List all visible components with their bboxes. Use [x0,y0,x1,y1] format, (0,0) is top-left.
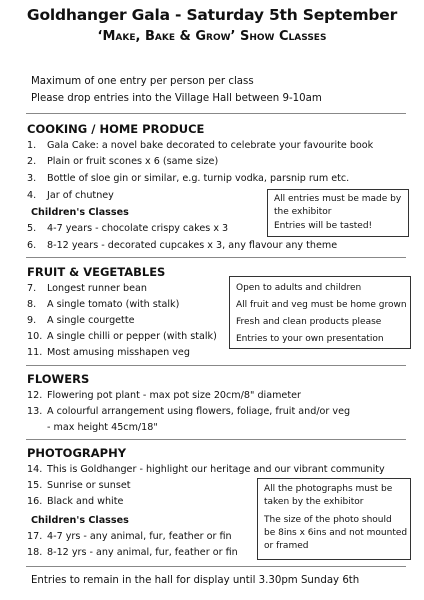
divider [26,365,406,366]
divider [26,257,406,258]
divider [26,439,406,440]
note-line: taken by the exhibitor [264,497,364,507]
list-item: 16. Black and white [27,496,124,507]
note-line: Entries to your own presentation [236,334,384,344]
page-title: Goldhanger Gala - Saturday 5th September [26,6,398,24]
note-line: Fresh and clean products please [236,317,382,327]
list-item: 18. 8-12 yrs - any animal, fur, feather or fin [27,547,238,558]
note-line: All entries must be made by [274,194,402,204]
list-item: 17. 4-7 yrs - any animal, fur, feather or fin [27,531,232,542]
note-line: the exhibitor [274,207,332,217]
page-subtitle: ‘Make, Bake & Grow’ Show Classes [97,29,327,44]
subheading-children-classes: Children's Classes [31,515,129,526]
list-item: 14. This is Goldhanger - highlight our heritage and our vibrant community [27,464,385,475]
note-box-photography [257,478,411,560]
section-heading-photography: PHOTOGRAPHY [27,446,127,460]
footer-note: Entries to remain in the hall for display until 3.30pm Sunday 6th [31,575,360,586]
note-line: or framed [264,541,309,551]
list-item: 6. 8-12 years - decorated cupcakes x 3, any flavour any theme [27,240,338,251]
list-item: 10. A single chilli or pepper (with stalk) [27,331,217,342]
section-heading-cooking: COOKING / HOME PRODUCE [27,122,205,136]
note-box-cooking [267,189,409,237]
list-item: 7. Longest runner bean [27,283,147,294]
list-item: 8. A single tomato (with stalk) [27,299,180,310]
note-line: The size of the photo should [264,515,392,525]
list-item: 12. Flowering pot plant - max pot size 20cm/8" diameter [27,390,301,401]
note-line: Entries will be tasted! [274,221,373,231]
list-item: 11. Most amusing misshapen veg [27,347,190,358]
note-box-fruit-veg [229,276,411,349]
list-item: 3. Bottle of sloe gin or similar, e.g. turnip vodka, parsnip rum etc. [27,173,350,184]
subheading-children-classes: Children's Classes [31,207,129,218]
note-line: be 8ins x 6ins and not mounted [264,528,408,538]
list-item: 15. Sunrise or sunset [27,480,131,491]
section-heading-fruit-veg: FRUIT & VEGETABLES [27,265,166,279]
list-item: 4. Jar of chutney [27,190,114,201]
list-item: 2. Plain or fruit scones x 6 (same size) [27,156,219,167]
list-item: 5. 4-7 years - chocolate crispy cakes x 3 [27,223,229,234]
intro-line-2: Please drop entries into the Village Hall between 9-10am [31,93,322,104]
note-line: All the photographs must be [264,484,393,494]
note-line: All fruit and veg must be home grown [236,300,407,310]
note-line: Open to adults and children [236,283,362,293]
list-item: 1. Gala Cake: a novel bake decorated to celebrate your favourite book [27,140,374,151]
list-item-continuation: - max height 45cm/18" [47,422,158,433]
list-item: 9. A single courgette [27,315,135,326]
intro-line-1: Maximum of one entry per person per class [31,76,254,87]
list-item: 13. A colourful arrangement using flowers, foliage, fruit and/or veg [27,406,351,417]
divider [26,566,406,567]
section-heading-flowers: FLOWERS [27,372,90,386]
divider [26,113,406,114]
